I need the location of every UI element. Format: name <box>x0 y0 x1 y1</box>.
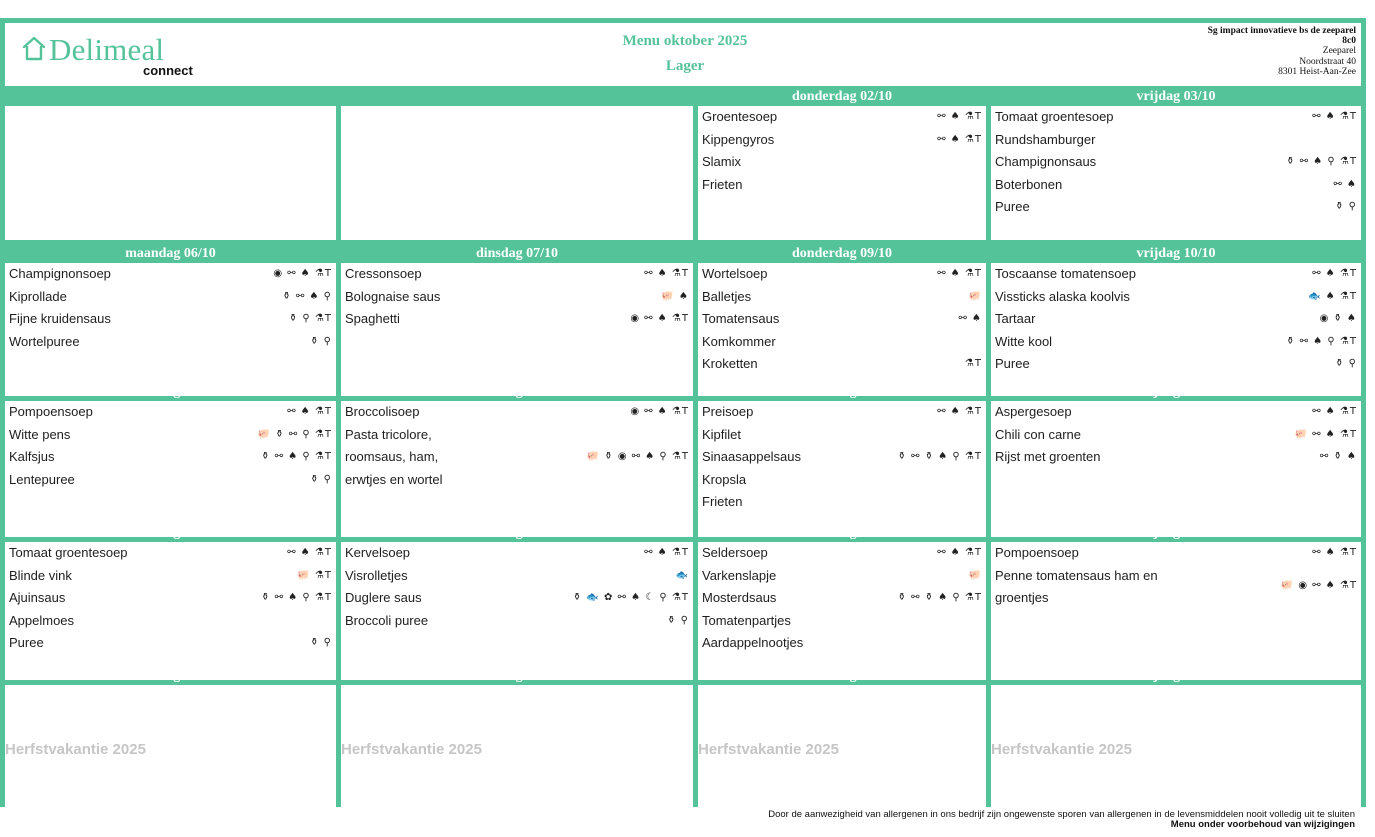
day-cell <box>341 263 693 396</box>
allergen-icons: ◉ ⚯ ♠ ⚗T <box>630 406 689 417</box>
menu-item <box>702 106 982 129</box>
dish-name: Kalfsjus <box>9 449 55 464</box>
penne-allergens-row <box>995 575 1357 598</box>
dish-name: Blinde vink <box>9 567 72 583</box>
dish-name: erwtjes en wortel <box>345 471 443 487</box>
allergen-icons: ⚱ ⚲ <box>1335 201 1357 212</box>
menu-item <box>995 542 1357 565</box>
menu-item <box>345 308 689 331</box>
menu-item <box>9 424 332 447</box>
menu-item <box>702 331 982 354</box>
allergen-icons: ◉ ⚯ ♠ ⚗T <box>273 268 332 279</box>
day-header: vrijdag 24/10 <box>1136 525 1216 540</box>
menu-item <box>9 632 332 655</box>
dish-name: Sinaasappelsaus <box>702 449 802 464</box>
allergen-icons: ⚯ ♠ ⚗T <box>1312 547 1357 558</box>
allergen-icons: ⚯ ⚱ ♠ <box>1319 451 1357 462</box>
menu-item <box>9 286 332 309</box>
day-cell <box>991 106 1361 240</box>
allergen-icons: ⚱ ⚲ <box>310 335 332 347</box>
day-header: dinsdag 21/10 <box>475 525 559 540</box>
dish-name: Mosterdsaus <box>702 590 777 605</box>
dish-name: Komkommer <box>702 333 776 349</box>
menu-item <box>702 286 982 309</box>
logo-word: Delimeal <box>49 32 165 67</box>
dish-name: Preisoep <box>702 404 754 419</box>
menu-item <box>345 286 689 309</box>
allergen-icons: ◉ ⚯ ♠ ⚗T <box>630 313 689 324</box>
dish-name: Spaghetti <box>345 311 400 326</box>
menu-item <box>995 331 1357 354</box>
menu-item <box>702 469 982 492</box>
allergen-icons: ⚱ ⚲ <box>667 614 689 626</box>
school-city: 8301 Heist-Aan-Zee <box>1278 66 1356 77</box>
menu-item <box>702 542 982 565</box>
allergen-icons: ⚱ ⚯ ⚱ ♠ ⚲ ⚗T <box>897 451 982 462</box>
allergen-icons: ⚯ ♠ ⚗T <box>937 406 982 417</box>
dish-name: Rundshamburger <box>995 131 1096 147</box>
day-header: donderdag 02/10 <box>792 89 892 104</box>
school-address <box>1036 26 1356 77</box>
menu-item <box>9 401 332 424</box>
day-cell <box>698 106 986 240</box>
menu-item <box>702 401 982 424</box>
menu-item <box>702 632 982 655</box>
menu-item <box>345 542 689 565</box>
allergen-icons: ⚯ ♠ ⚗T <box>1312 406 1357 417</box>
day-cell <box>991 542 1361 680</box>
school-name: Sg impact innovatieve bs de zeeparel <box>1207 26 1356 36</box>
vacation-label: Herfstvakantie 2025 <box>698 741 839 758</box>
allergen-icons: ⚯ ♠ ⚗T <box>287 547 332 558</box>
allergen-icons: ⚱ ⚲ <box>1335 358 1357 369</box>
allergen-icons: ⚗T <box>964 358 982 369</box>
dish-name: Appelmoes <box>9 612 75 628</box>
allergen-icons: ⚱ ⚯ ⚱ ♠ ⚲ ⚗T <box>897 592 982 603</box>
day-cell <box>5 542 336 680</box>
dish-name: Varkenslapje <box>702 567 777 583</box>
menu-item <box>702 424 982 447</box>
day-cell <box>5 106 336 240</box>
dish-name: Tartaar <box>995 311 1036 326</box>
allergen-icons: 🐖 ⚯ ♠ ⚗T <box>1294 428 1357 440</box>
dish-name: Kipfilet <box>702 426 742 442</box>
day-header <box>341 88 693 106</box>
allergen-icons: ⚯ ♠ ⚗T <box>1312 111 1357 122</box>
menu-item <box>9 331 332 354</box>
menu-item <box>9 308 332 331</box>
allergen-icons: ⚯ ♠ <box>958 313 982 324</box>
menu-item <box>9 565 332 588</box>
logo-sub: connect <box>143 63 193 78</box>
menu-item <box>995 286 1357 309</box>
dish-name: Slamix <box>702 154 742 169</box>
menu-sheet <box>0 18 1366 807</box>
menu-item <box>995 401 1357 424</box>
dish-name: Tomaat groentesoep <box>9 545 128 560</box>
menu-item <box>345 587 689 610</box>
allergen-icons: 🐖 <box>968 290 982 302</box>
dish-name: Puree <box>995 199 1030 214</box>
menu-item <box>702 587 982 610</box>
dish-name: Kropsla <box>702 471 747 487</box>
day-header: dinsdag 07/10 <box>475 246 559 261</box>
allergen-icons: 🐟 <box>675 569 689 581</box>
day-header: donderdag 30/10 <box>792 668 892 683</box>
menu-item <box>702 491 982 514</box>
menu-item <box>9 263 332 286</box>
allergen-icons: 🐖 <box>968 569 982 581</box>
vacation-label: Herfstvakantie 2025 <box>341 741 482 758</box>
menu-title: Menu oktober 2025 <box>622 33 748 49</box>
menu-item <box>702 263 982 286</box>
vacation-label: Herfstvakantie 2025 <box>991 741 1132 758</box>
dish-name: Aspergesoep <box>995 404 1072 419</box>
menu-item <box>995 353 1357 376</box>
menu-item <box>345 469 689 492</box>
allergen-icons: 🐖 ⚗T <box>297 569 332 581</box>
dish-name: Balletjes <box>702 288 752 304</box>
allergen-icons: ⚱ ⚲ <box>310 473 332 485</box>
day-cell <box>991 401 1361 537</box>
day-header: dinsdag 14/10 <box>475 384 559 399</box>
dish-name: Chili con carne <box>995 426 1081 442</box>
dish-name: Boterbonen <box>995 176 1063 192</box>
menu-item <box>702 129 982 152</box>
dish-name: Broccoli puree <box>345 612 429 628</box>
dish-name: Ajuinsaus <box>9 590 66 605</box>
menu-item <box>702 353 982 376</box>
day-header: vrijdag 10/10 <box>1136 246 1216 261</box>
dish-name: Frieten <box>702 494 743 509</box>
dish-name: Puree <box>9 635 44 650</box>
dish-name: Bolognaise saus <box>345 288 441 304</box>
day-cell <box>698 401 986 537</box>
menu-item <box>9 542 332 565</box>
day-header: maandag 06/10 <box>125 246 216 261</box>
day-header: donderdag 16/10 <box>792 384 892 399</box>
dish-name: Lentepuree <box>9 471 75 487</box>
allergen-icons: ⚱ ⚯ ♠ ⚲ <box>282 290 332 302</box>
allergen-icons: ⚯ ♠ ⚗T <box>1312 268 1357 279</box>
menu-item <box>995 151 1357 174</box>
menu-item <box>702 308 982 331</box>
allergen-icons: ⚯ ♠ <box>1333 178 1357 190</box>
reserve-note: Menu onder voorbehoud van wijzigingen <box>1170 819 1355 830</box>
dish-name: Champignonsaus <box>995 154 1097 169</box>
allergen-icons: ⚯ ♠ ⚗T <box>937 547 982 558</box>
menu-item <box>702 565 982 588</box>
dish-name: Aardappelnootjes <box>702 635 804 650</box>
menu-item <box>702 610 982 633</box>
day-cell <box>341 685 693 807</box>
dish-name: Fijne kruidensaus <box>9 311 111 326</box>
day-cell <box>5 685 336 807</box>
day-header: dinsdag 28/10 <box>475 668 559 683</box>
day-header: maandag 20/10 <box>125 525 216 540</box>
day-header: donderdag 23/10 <box>792 525 892 540</box>
vacation-label: Herfstvakantie 2025 <box>5 741 146 758</box>
day-header: vrijdag 17/10 <box>1136 384 1216 399</box>
menu-item <box>995 174 1357 197</box>
day-cell <box>341 542 693 680</box>
day-cell <box>698 542 986 680</box>
allergen-icons: ⚯ ♠ ⚗T <box>937 111 982 122</box>
menu-item <box>9 469 332 492</box>
dish-name: roomsaus, ham, <box>345 449 439 464</box>
dish-name: Kiprollade <box>9 288 67 304</box>
menu-item <box>345 610 689 633</box>
dish-name: Pompoensoep <box>9 404 93 419</box>
menu-item <box>995 196 1357 219</box>
allergen-icons: 🐖 ◉ ⚯ ♠ ⚗T <box>1280 580 1357 591</box>
school-code: 8c0 <box>1342 36 1356 47</box>
menu-item <box>345 401 689 424</box>
menu-item <box>702 151 982 174</box>
dish-name: Groentesoep <box>702 109 778 124</box>
school-street: Noordstraat 40 <box>1299 56 1356 67</box>
allergen-icons: 🐟 ♠ ⚗T <box>1308 290 1357 302</box>
dish-name: Puree <box>995 356 1030 371</box>
allergen-icons: ◉ ⚱ ♠ <box>1319 313 1357 324</box>
dish-name: Kervelsoep <box>345 545 411 560</box>
menu-subtitle: Lager <box>665 58 705 74</box>
menu-item <box>702 446 982 469</box>
allergen-icons: 🐖 ⚱ ⚯ ⚲ ⚗T <box>257 428 332 440</box>
allergen-icons: ⚯ ♠ ⚗T <box>644 547 689 558</box>
school-site: Zeeparel <box>1322 46 1356 57</box>
dish-name: Tomatensaus <box>702 311 780 326</box>
day-cell <box>341 106 693 240</box>
dish-name: Toscaanse tomatensoep <box>995 266 1136 281</box>
dish-name: Broccolisoep <box>345 404 420 419</box>
dish-name: Frieten <box>702 176 743 192</box>
allergen-disclaimer: Door de aanwezigheid van allergenen in ons bedrijf zijn ongewenste sporen van allergenen in de levensmiddelen nooit volledig uit te sluiten <box>768 809 1355 820</box>
menu-item <box>345 446 689 469</box>
day-header: vrijdag 03/10 <box>1136 89 1216 104</box>
dish-name: Witte pens <box>9 426 71 442</box>
day-cell <box>341 401 693 537</box>
menu-item <box>995 308 1357 331</box>
dish-name: Witte kool <box>995 333 1053 349</box>
house-icon <box>21 35 47 61</box>
menu-item <box>345 565 689 588</box>
allergen-icons: ⚱ ⚯ ♠ ⚲ ⚗T <box>261 592 332 603</box>
day-cell <box>5 401 336 537</box>
allergen-icons: ⚱ ⚯ ♠ ⚲ ⚗T <box>261 451 332 462</box>
dish-name: Pompoensoep <box>995 545 1079 560</box>
allergen-icons: ⚱ ⚯ ♠ ⚲ ⚗T <box>1286 335 1357 347</box>
day-header: vrijdag 31/10 <box>1136 668 1216 683</box>
dish-name: Pasta tricolore, <box>345 426 432 442</box>
dish-name: Vissticks alaska koolvis <box>995 288 1130 304</box>
allergen-icons: ⚱ ⚯ ♠ ⚲ ⚗T <box>1286 156 1357 167</box>
menu-item <box>995 424 1357 447</box>
dish-name: Kippengyros <box>702 131 775 147</box>
day-header <box>5 88 336 106</box>
menu-item <box>702 174 982 197</box>
dish-name: Visrolletjes <box>345 567 408 583</box>
day-header: maandag 27/10 <box>125 668 216 683</box>
menu-item <box>995 106 1357 129</box>
dish-name: Seldersoep <box>702 545 768 560</box>
dish-name: Tomatenpartjes <box>702 612 791 628</box>
dish-name: Penne tomatensaus ham en <box>995 567 1158 583</box>
allergen-icons: 🐖 ⚱ ◉ ⚯ ♠ ⚲ ⚗T <box>586 451 689 462</box>
allergen-icons: ⚱ ⚲ <box>310 637 332 648</box>
dish-name: Duglere saus <box>345 590 422 605</box>
menu-item <box>995 263 1357 286</box>
dish-name: Rijst met groenten <box>995 449 1101 464</box>
dish-name: Wortelsoep <box>702 266 768 281</box>
dish-name: Champignonsoep <box>9 266 111 281</box>
day-cell <box>991 685 1361 807</box>
day-cell <box>698 685 986 807</box>
menu-item <box>9 610 332 633</box>
allergen-icons: ⚱ 🐟 ✿ ⚯ ♠ ☾ ⚲ ⚗T <box>572 592 689 603</box>
delimeal-logo <box>21 33 201 79</box>
allergen-icons: ⚱ ⚲ ⚗T <box>288 313 332 324</box>
day-cell <box>698 263 986 396</box>
menu-item <box>345 424 689 447</box>
dish-name: Tomaat groentesoep <box>995 109 1114 124</box>
dish-name: groentjes <box>995 590 1049 605</box>
allergen-icons: ⚯ ♠ ⚗T <box>287 406 332 417</box>
dish-name: Wortelpuree <box>9 333 80 349</box>
menu-item <box>345 263 689 286</box>
day-header: maandag 13/10 <box>125 384 216 399</box>
menu-item <box>995 446 1357 469</box>
dish-name: Kroketten <box>702 356 758 371</box>
allergen-icons: ⚯ ♠ ⚗T <box>644 268 689 279</box>
allergen-icons: ⚯ ♠ ⚗T <box>937 133 982 145</box>
day-cell <box>991 263 1361 396</box>
allergen-icons: ⚯ ♠ ⚗T <box>937 268 982 279</box>
menu-item <box>9 446 332 469</box>
menu-header <box>5 23 1361 86</box>
day-header: donderdag 09/10 <box>792 246 892 261</box>
dish-name: Cressonsoep <box>345 266 422 281</box>
menu-item <box>9 587 332 610</box>
allergen-icons: 🐖 ♠ <box>661 290 689 302</box>
menu-item <box>995 129 1357 152</box>
day-cell <box>5 263 336 396</box>
